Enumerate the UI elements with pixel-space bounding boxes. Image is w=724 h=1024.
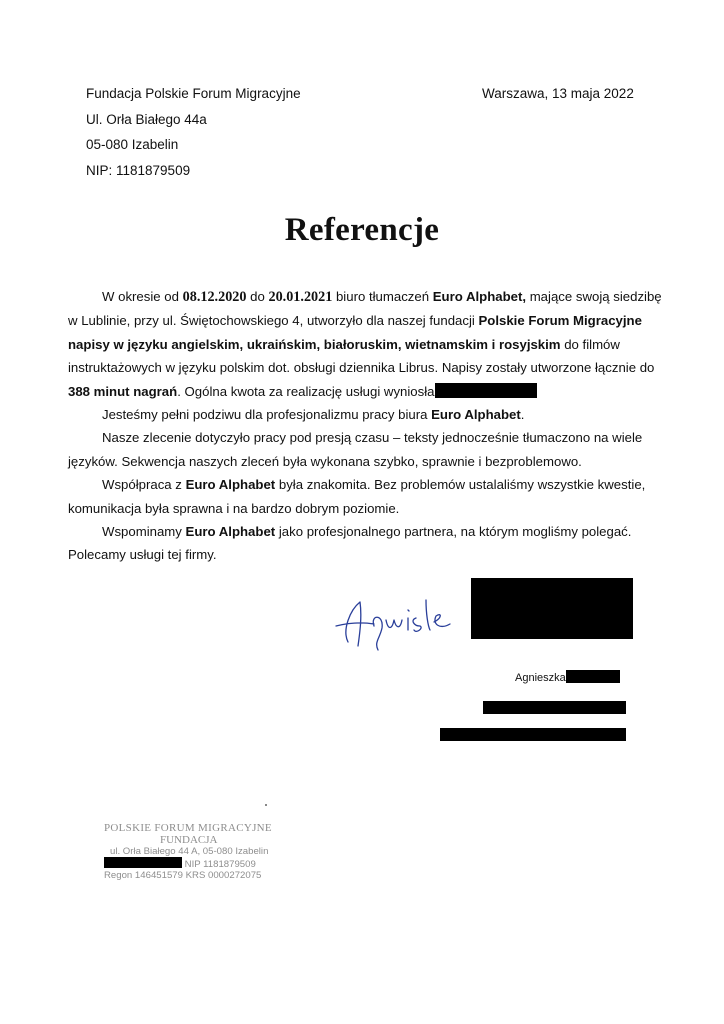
p1-text-3: biuro tłumaczeń: [332, 289, 433, 304]
stamp-nip-row: [104, 857, 272, 870]
date-to: 20.01.2021: [268, 289, 333, 305]
redacted-amount: [435, 383, 537, 398]
minutes-count: 388 minut nagrań: [68, 383, 178, 399]
date-from: 08.12.2020: [182, 289, 247, 305]
p2-text-1: Jesteśmy pełni podziwu dla profesjonalizmu pracy biura: [102, 407, 432, 423]
paragraph-2: [68, 403, 668, 426]
redacted-signature-block: [471, 578, 633, 639]
redacted-stamp-field: [104, 857, 182, 868]
p1-text-4: mające swoją siedzibę w Lublinie, przy ul. Świętochowskiego 4, utworzyło dla naszej fundacji: [68, 289, 662, 329]
p5-text-2: jako profesjonalnego partnera, na którym mogliśmy polegać. Polecamy usługi tej firmy.: [68, 524, 632, 563]
foundation-and-languages: Polskie Forum Migracyjne napisy w języku angielskim, ukraińskim, białoruskim, wietnamskim i rosyjskim: [68, 313, 642, 352]
p1-text-2: do: [246, 289, 269, 304]
p1-text-6: . Ogólna kwota za realizację usługi wyniosła: [177, 383, 435, 399]
signatory-first-name: Agnieszka: [515, 672, 566, 684]
redacted-surname: [566, 670, 620, 683]
stamp-org: POLSKIE FORUM MIGRACYJNE: [104, 822, 272, 834]
sender-postal: 05-080 Izabelin: [86, 137, 179, 152]
p1-text-1: W okresie od: [102, 289, 183, 304]
p2-text-2: .: [520, 407, 525, 423]
paragraph-3: [68, 426, 668, 473]
company-name: Euro Alphabet: [185, 477, 276, 493]
company-name: Euro Alphabet: [431, 407, 521, 423]
letter-body: [68, 285, 668, 567]
paragraph-4: [68, 473, 668, 520]
p4-text-2: była znakomita. Bez problemów ustalaliśmy wszystkie kwestie, komunikacja była sprawna i na bardzo dobrym poziomie.: [68, 477, 646, 516]
paragraph-1: [68, 285, 668, 403]
stamp-address: ul. Orła Białego 44 A, 05-080 Izabelin: [110, 846, 269, 857]
p4-text-1: Współpraca z: [102, 477, 186, 493]
letter-date: Warszawa, 13 maja 2022: [482, 86, 634, 101]
sender-address: [86, 85, 301, 187]
p3-text: Nasze zlecenie dotyczyło pracy pod presją czasu – teksty jednocześnie tłumaczono na wiele języków. Sekwencja naszych zleceń była wykonana szybko, sprawnie i bezproblemowo.: [68, 430, 643, 469]
scan-speck: [265, 804, 267, 806]
sender-street: Ul. Orła Białego 44a: [86, 111, 207, 127]
p1-text-5: do filmów instruktażowych w języku polskim dot. obsługi dziennika Librus. Napisy zostały utworzone łącznie do: [68, 336, 655, 376]
stamp-type: FUNDACJA: [160, 834, 218, 846]
paragraph-5: [68, 520, 668, 567]
sender-nip: NIP: 1181879509: [86, 162, 191, 178]
document-title: Referencje: [284, 212, 440, 248]
organization-stamp: [104, 822, 272, 881]
handwritten-signature: [330, 590, 475, 660]
stamp-regon: Regon 146451579 KRS 0000272075: [104, 870, 262, 881]
signatory-name: [515, 670, 620, 685]
sender-org: Fundacja Polskie Forum Migracyjne: [86, 86, 301, 101]
stamp-nip: NIP 1181879509: [184, 859, 256, 870]
company-name: Euro Alphabet,: [432, 289, 527, 304]
redacted-line-2: [440, 728, 626, 741]
redacted-line-1: [483, 701, 626, 714]
company-name: Euro Alphabet: [185, 524, 276, 540]
p5-text-1: Wspominamy: [102, 524, 186, 540]
